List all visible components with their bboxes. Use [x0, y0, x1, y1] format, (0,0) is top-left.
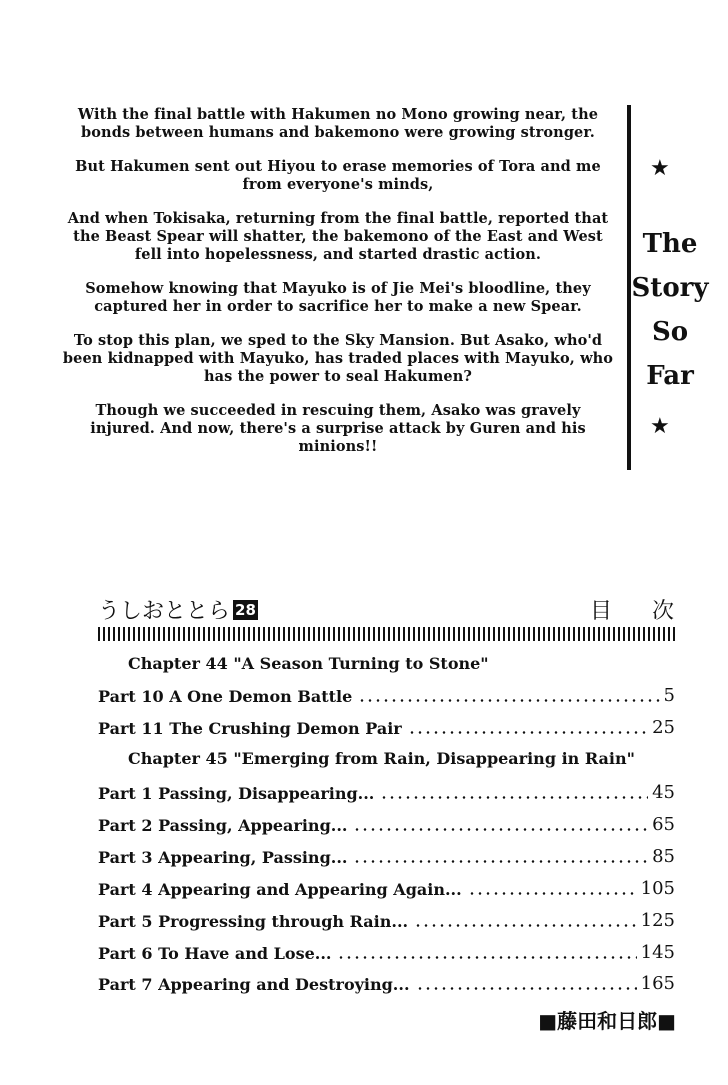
- toc-entry-title: Part 7 Appearing and Destroying...: [98, 975, 410, 994]
- decorative-rule: [98, 627, 676, 641]
- story-paragraph: But Hakumen sent out Hiyou to erase memories of Tora and me from everyone's minds,: [75, 158, 601, 193]
- toc-entry: [98, 973, 675, 994]
- dot-leader: [358, 699, 659, 702]
- toc-chapter: Chapter 45 "Emerging from Rain, Disappearing in Rain": [128, 749, 635, 768]
- series-title: [98, 594, 258, 625]
- side-title-word: So: [651, 317, 689, 347]
- toc-page-number: 45: [652, 782, 675, 803]
- toc-page-number: 65: [652, 814, 675, 835]
- story-paragraph: To stop this plan, we sped to the Sky Mansion. But Asako, who'd been kidnapped with Mayuko, has traded places with Mayuko, who has the power to seal Hakumen?: [62, 332, 614, 385]
- toc-entry: [98, 782, 675, 803]
- toc-page-number: 85: [652, 846, 675, 867]
- toc-entry: [98, 878, 675, 899]
- dot-leader: [353, 828, 648, 831]
- toc-page-number: 165: [640, 973, 675, 994]
- contents-label: 目次: [589, 599, 714, 624]
- toc-entry: [98, 685, 675, 706]
- side-title-word: Far: [646, 361, 694, 391]
- toc-page-number: 25: [652, 717, 675, 738]
- dot-leader: [408, 731, 648, 734]
- toc-header: [98, 594, 714, 624]
- toc-entry-title: Part 11 The Crushing Demon Pair: [98, 719, 402, 738]
- toc-page-number: 5: [663, 685, 675, 706]
- toc-entry: [98, 846, 675, 867]
- toc-page-number: 105: [640, 878, 675, 899]
- dot-leader: [468, 892, 637, 895]
- story-paragraph: Somehow knowing that Mayuko is of Jie Mei's bloodline, they captured her in order to sacrifice her to make a new Spear.: [85, 280, 591, 315]
- series-title-text: うしおととら: [98, 599, 231, 624]
- toc-chapter: Chapter 44 "A Season Turning to Stone": [128, 654, 489, 673]
- dot-leader: [337, 956, 636, 959]
- dot-leader: [353, 860, 648, 863]
- toc-entry-title: Part 3 Appearing, Passing...: [98, 848, 348, 867]
- toc-entry-title: Part 4 Appearing and Appearing Again...: [98, 880, 462, 899]
- side-title-word: Story: [631, 273, 709, 303]
- toc-entry-title: Part 10 A One Demon Battle: [98, 687, 353, 706]
- side-title-word: The: [642, 229, 698, 259]
- toc-entry: [98, 942, 675, 963]
- story-paragraph: And when Tokisaka, returning from the final battle, reported that the Beast Spear will shatter, the bakemono of the East and West fell into hopelessness, and started drastic action.: [67, 210, 609, 263]
- story-so-far-text: [62, 106, 614, 472]
- dot-leader: [416, 987, 637, 990]
- star-icon: ★: [650, 156, 670, 181]
- toc-entry-title: Part 1 Passing, Disappearing...: [98, 784, 375, 803]
- toc-entry-title: Part 6 To Have and Lose...: [98, 944, 332, 963]
- dot-leader: [380, 796, 648, 799]
- dot-leader: [414, 924, 637, 927]
- story-paragraph: Though we succeeded in rescuing them, Asako was gravely injured. And now, there's a surprise attack by Guren and his minions!!: [90, 402, 586, 455]
- volume-badge: 28: [235, 601, 256, 619]
- toc-entry-title: Part 5 Progressing through Rain...: [98, 912, 409, 931]
- toc-entry: [98, 717, 675, 738]
- toc-page-number: 125: [640, 910, 675, 931]
- story-paragraph: With the final battle with Hakumen no Mono growing near, the bonds between humans and bakemono were growing stronger.: [77, 106, 599, 141]
- star-icon: ★: [650, 414, 670, 439]
- toc-entry: [98, 814, 675, 835]
- author-name: ■藤田和日郎■: [538, 1009, 676, 1033]
- story-so-far-title: [630, 222, 710, 398]
- toc-entry: [98, 910, 675, 931]
- toc-page-number: 145: [640, 942, 675, 963]
- toc-entry-title: Part 2 Passing, Appearing...: [98, 816, 348, 835]
